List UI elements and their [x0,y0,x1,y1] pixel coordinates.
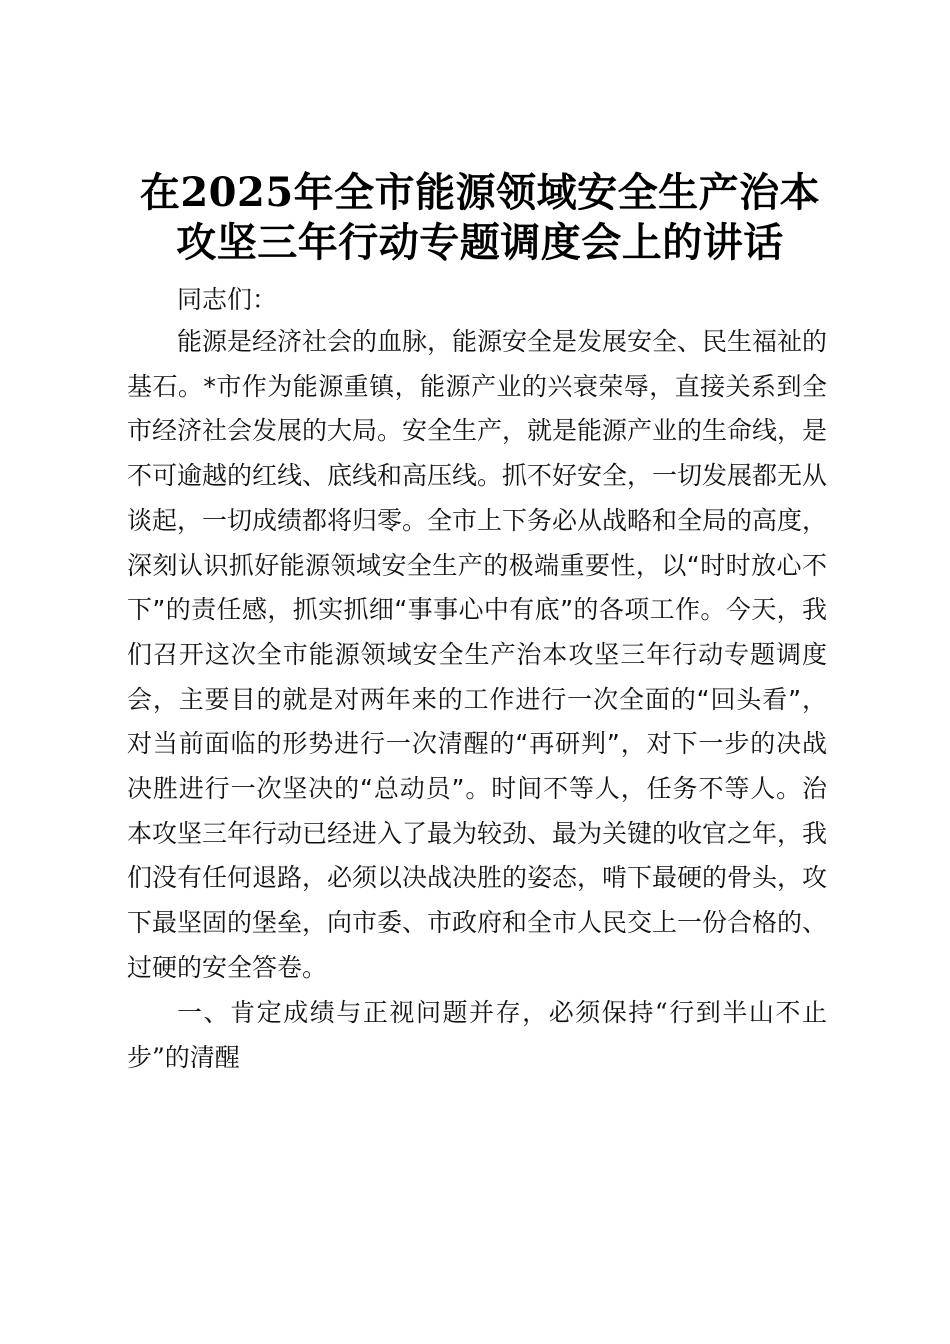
section-heading: 一、肯定成绩与正视问题并存，必须保持“行到半山不止步”的清醒 [127,998,827,1072]
document-title: 在2025年全市能源领域安全生产治本攻坚三年行动专题调度会上的讲话 [139,169,821,266]
body-paragraph: 能源是经济社会的血脉，能源安全是发展安全、民生福祉的基石。*市作为能源重镇，能源产业的兴衰荣辱，直接关系到全市经济社会发展的大局。安全生产，就是能源产业的生命线，是不可逾越的红线、底线和高压线。抓不好安全，一切发展都无从谈起，一切成绩都将归零。全市上下务必从战略和全局的高度，深刻认识抓好能源领域安全生产的极端重要性，以“时时放心不下”的责任感，抓实抓细“事事心中有底”的各项工作。今天，我们召开这次全市能源领域安全生产治本攻坚三年行动专题调度会，主要目的就是对两年来的工作进行一次全面的“回头看”，对当前面临的形势进行一次清醒的“再研判”，对下一步的决战决胜进行一次坚决的“总动员”。时间不等人，任务不等人。治本攻坚三年行动已经进入了最为较劲、最为关键的收官之年，我们没有任何退路，必须以决战决胜的姿态，啃下最硬的骨头，攻下最坚固的堡垒，向市委、市政府和全市人民交上一份合格的、过硬的安全答卷。 [127,327,828,982]
salutation: 同志们： [177,285,278,314]
